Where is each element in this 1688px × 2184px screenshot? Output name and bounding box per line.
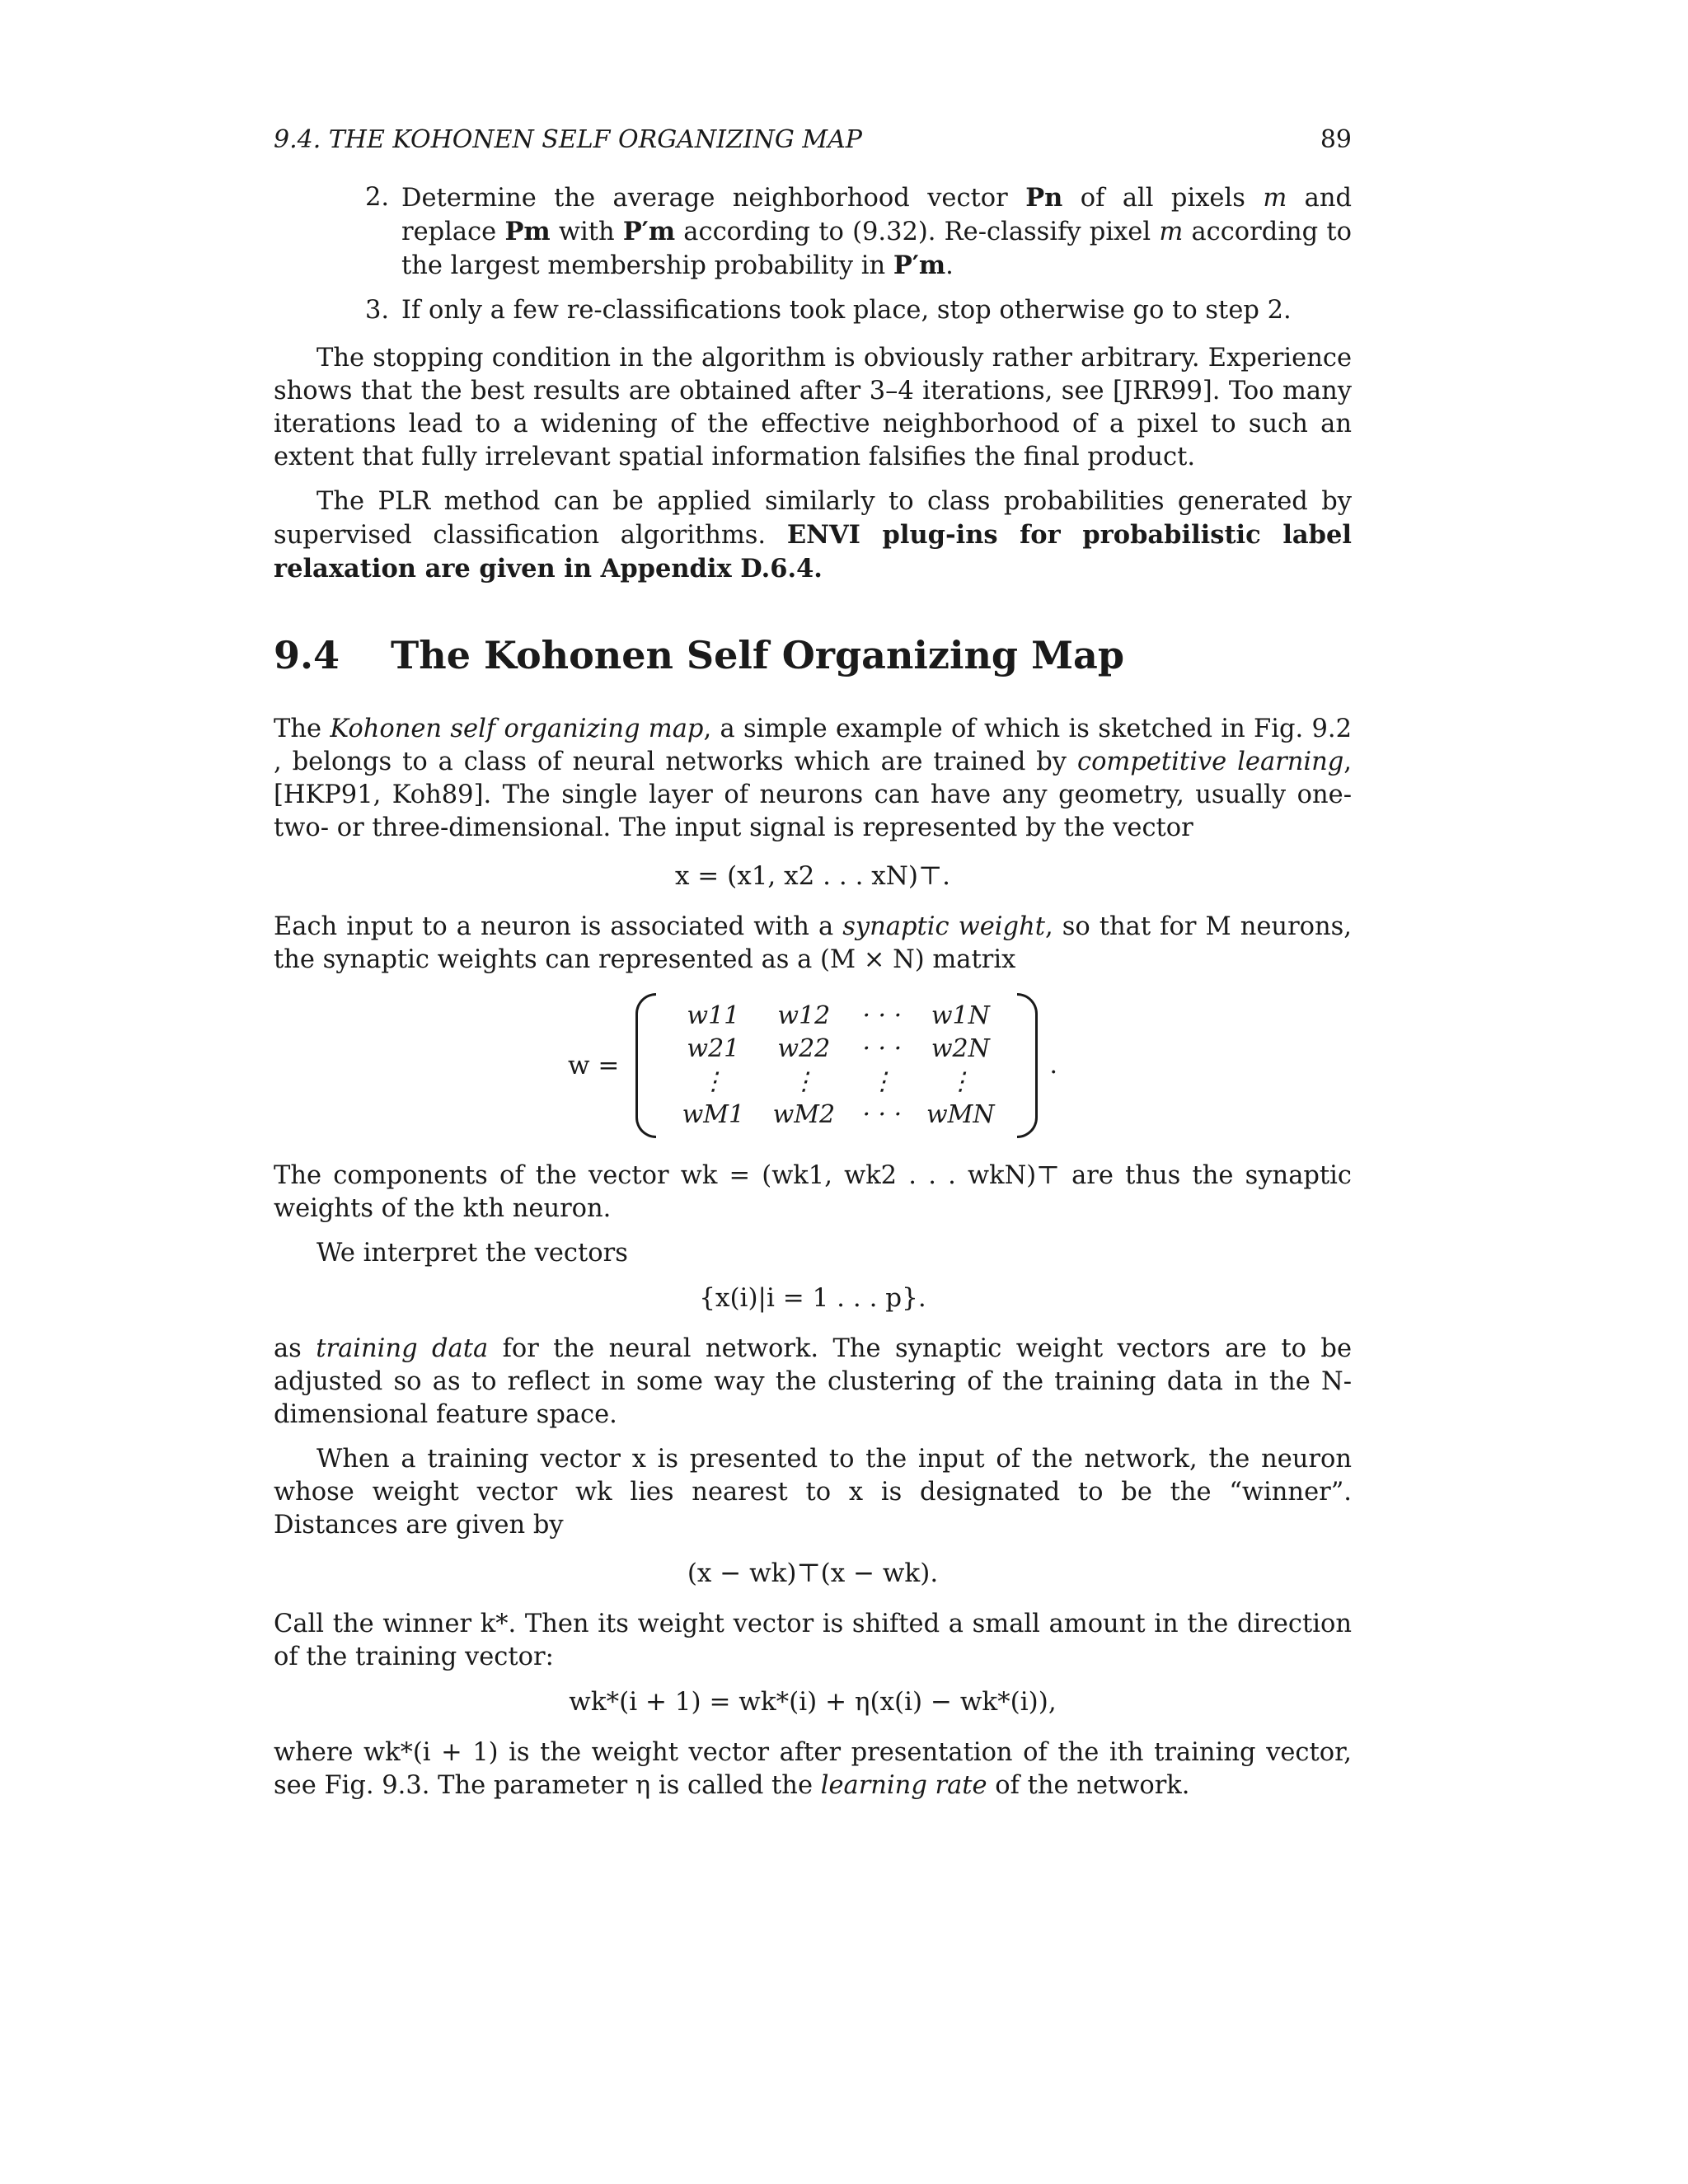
paragraph-kohonen-intro: The Kohonen self organizing map, a simple example of which is sketched in Fig. 9.2 , belongs to a class of neural networks which are trained by competitive learning, [HKP91, Koh89]. The single layer of neurons can have any geometry, usually one- two- or three-dimensional. The input signal is represented by the vector [274,715,1353,842]
section-title: The Kohonen Self Organizing Map [391,633,1125,677]
paragraph-call-winner: Call the winner k*. Then its weight vector is shifted a small amount in the direction of the training vector: [274,1610,1352,1671]
equation-input-vector: x = (x1, x2 . . . xN)⊤. [674,861,951,891]
plr-plugin-note: ENVI plug-ins for probabilistic label relaxation are given in Appendix D.6.4. [274,520,1352,583]
matrix-cell: w12 [777,1001,831,1030]
matrix-cell: w1N [931,1001,990,1030]
step-number: 2. [365,183,390,212]
step-3 [365,294,1352,327]
paragraph-components: The components of the vector wk = (wk1, wk2 . . . wkN)⊤ are thus the synaptic weights of the kth neuron. [274,1161,1352,1223]
page [274,124,1352,1814]
left-paren [635,993,656,1138]
matrix-cell: · · · [862,1100,903,1129]
matrix-cell: · · · [862,1001,903,1030]
paragraph-winner: When a training vector x is presented to the input of the network, the neuron whose weight vector wk lies nearest to x is designated to be the “winner”. Distances are given by [274,1445,1352,1540]
matrix-cell: ⋮ [701,1067,726,1096]
section-number: 9.4 [274,633,340,677]
weight-matrix [274,993,1352,1138]
matrix-cell: wMN [926,1100,995,1129]
matrix-end-period: . [1049,1051,1058,1080]
paragraph-learning-rate: where wk*(i + 1) is the weight vector after presentation of the ith training vector, see Fig. 9.3. The parameter η is called the learning rate of the network. [274,1738,1352,1800]
matrix-cell: w2N [931,1034,990,1063]
paragraph-interpret: We interpret the vectors [316,1239,628,1268]
matrix-cell: wM1 [682,1100,745,1129]
right-paren [1017,993,1038,1138]
algorithm-steps [274,181,1352,327]
matrix-cell: wM2 [772,1100,836,1129]
matrix-cell: w11 [687,1001,740,1030]
running-title: 9.4. THE KOHONEN SELF ORGANIZING MAP [274,125,862,154]
matrix-cell: ⋮ [948,1067,973,1096]
matrix-cell: w21 [687,1034,740,1063]
matrix-cell: ⋮ [791,1067,817,1096]
step-number: 3. [365,296,390,325]
vector-pn: Pn [1025,183,1063,213]
paragraph-stopping: The stopping condition in the algorithm is obviously rather arbitrary. Experience shows that the best results are obtained after 3–4 iterations, see [JRR99]. Too many iterations lead to a widening of the effective neighborhood of a pixel to such an extent that fully irrelevant spatial information falsifies the final product. [274,344,1352,471]
step-2: 2. Determine the average neighborhood vector Pn of all pixels m and replace Pm with P′m according to (9.32). Re-classify pixel m according to the largest membership probability in P′m. [365,183,1353,280]
running-header [274,124,1352,160]
paragraph-training-data: as training data for the neural network. The synaptic weight vectors are to be adjusted so as to reflect in some way the clustering of the training data in the N-dimensional feature space. [274,1334,1353,1429]
matrix-cell: w22 [777,1034,831,1063]
matrix-grid [668,1000,1006,1132]
matrix-cell: · · · [862,1034,903,1063]
section-heading [274,630,1352,680]
page-number: 89 [1320,125,1352,154]
equation-distance: (x − wk)⊤(x − wk). [687,1558,939,1588]
matrix-lhs: w = [567,1051,620,1080]
paragraph-synaptic: Each input to a neuron is associated with a synaptic weight, so that for M neurons, the synaptic weights can represented as a (M × N) matrix [274,912,1353,974]
equation-training-set: {x(i)|i = 1 . . . p}. [699,1283,926,1313]
step-text: If only a few re-classifications took place, stop otherwise go to step 2. [401,296,1292,325]
paragraph-plr: The PLR method can be applied similarly to class probabilities generated by supervised classification algorithms. ENVI plug-ins for probabilistic label relaxation are given in Appendix D.6.4. [274,487,1352,583]
matrix-cell: ⋮ [870,1067,895,1096]
equation-update: wk*(i + 1) = wk*(i) + η(x(i) − wk*(i)), [569,1687,1057,1717]
